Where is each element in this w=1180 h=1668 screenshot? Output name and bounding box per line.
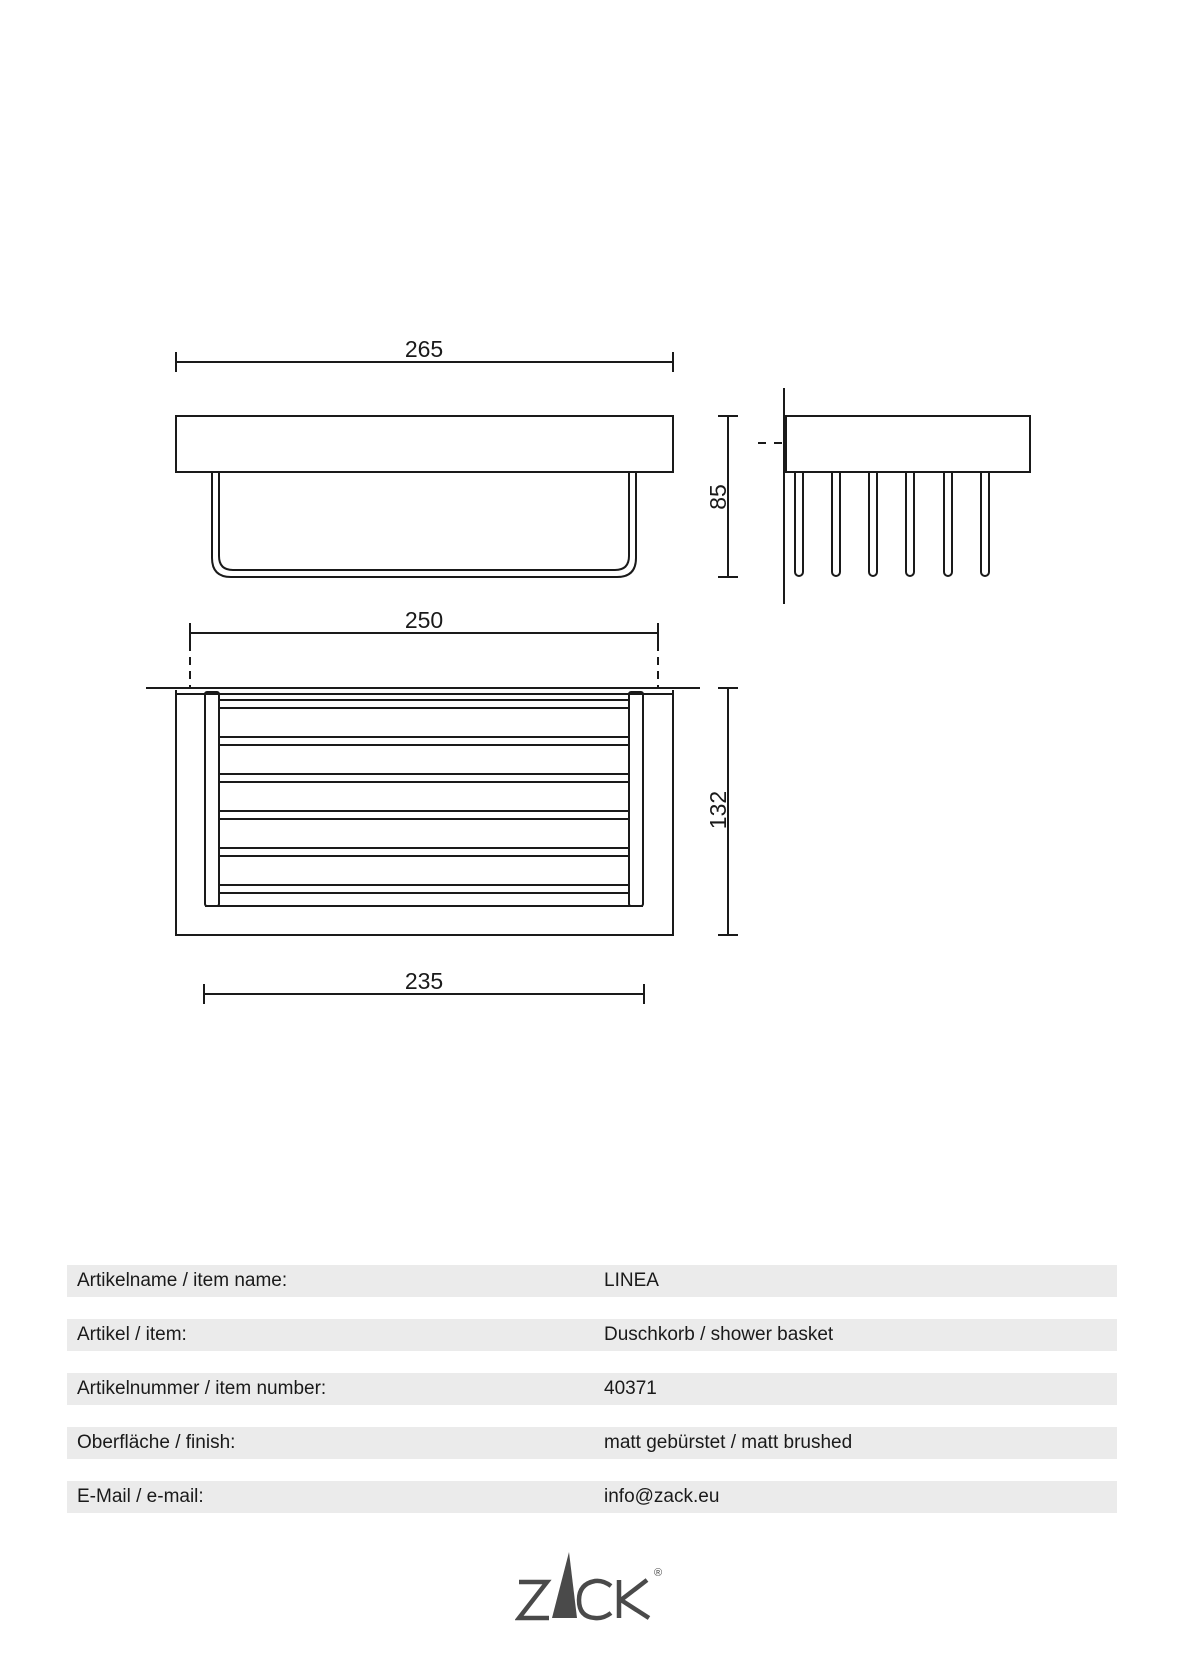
front-u-rail-outer xyxy=(212,472,636,577)
dimension-label-132: 132 xyxy=(705,790,731,830)
side-rod xyxy=(944,472,952,576)
spec-value: info@zack.eu xyxy=(604,1486,720,1507)
dimension-235 xyxy=(204,968,644,1004)
top-side-bar-right xyxy=(629,692,643,906)
spec-label: Oberfläche / finish: xyxy=(77,1432,236,1453)
spec-row-item-number xyxy=(67,1373,1117,1405)
spec-table xyxy=(67,1265,1117,1535)
spec-label: Artikelnummer / item number: xyxy=(77,1378,327,1399)
top-plate-outline xyxy=(176,690,673,935)
side-rods xyxy=(795,472,989,576)
logo-a-triangle xyxy=(552,1552,577,1618)
side-view xyxy=(758,388,1030,604)
spec-row-item xyxy=(67,1319,1117,1351)
spec-row-finish xyxy=(67,1427,1117,1459)
spec-row-item-name xyxy=(67,1265,1117,1297)
side-rod xyxy=(832,472,840,576)
side-rod xyxy=(981,472,989,576)
front-view xyxy=(176,336,738,577)
dimension-label-85: 85 xyxy=(705,484,731,510)
front-u-rail-inner xyxy=(219,472,629,570)
top-slats xyxy=(219,700,629,893)
dimension-265 xyxy=(176,336,673,372)
zack-logo xyxy=(515,1548,675,1622)
spec-value: LINEA xyxy=(604,1270,659,1291)
dimension-label-250: 250 xyxy=(404,607,444,633)
spec-value: Duschkorb / shower basket xyxy=(604,1324,834,1345)
front-top-plate xyxy=(176,416,673,472)
top-side-bar-left xyxy=(205,692,219,906)
dimension-85 xyxy=(705,416,738,577)
spec-row-email xyxy=(67,1481,1117,1513)
logo-registered-mark: ® xyxy=(654,1567,663,1579)
dimension-132 xyxy=(705,688,738,935)
side-rod xyxy=(869,472,877,576)
dimension-label-265: 265 xyxy=(404,336,444,362)
spec-label: E-Mail / e-mail: xyxy=(77,1486,204,1507)
spec-label: Artikelname / item name: xyxy=(77,1270,288,1291)
top-view xyxy=(146,607,738,1004)
spec-value: matt gebürstet / matt brushed xyxy=(604,1432,853,1453)
side-rod xyxy=(906,472,914,576)
dimension-250 xyxy=(190,607,658,688)
spec-value: 40371 xyxy=(604,1378,657,1399)
side-top-plate xyxy=(786,416,1030,472)
side-rod xyxy=(795,472,803,576)
spec-label: Artikel / item: xyxy=(77,1324,187,1345)
dimension-label-235: 235 xyxy=(404,968,444,994)
